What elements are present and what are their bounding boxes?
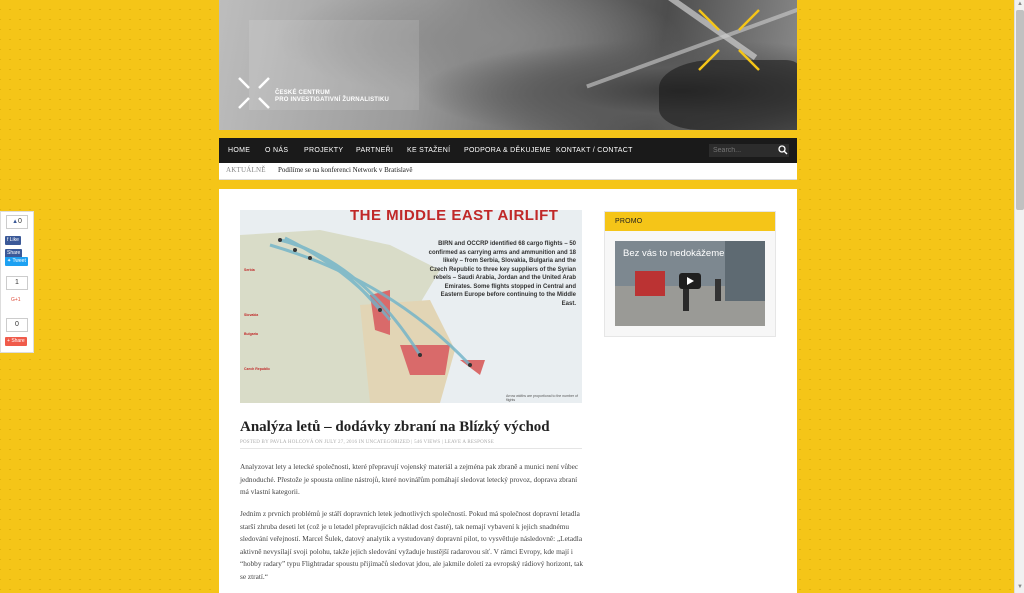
like-label: Like — [9, 237, 19, 243]
legend-czech: Czech Republic — [244, 367, 271, 371]
nav-item-projekty[interactable]: PROJEKTY — [304, 147, 344, 154]
share-label: Share — [11, 338, 25, 344]
post-paragraph: Jedním z prvních problémů je stáří dopravních letek jednotlivých společností. Pokud má společnost dopravní letadla starší zhruba deseti let (což je u letadel přepravujících náklad dost časté), tak nemají vybavení k jejich snadnému sledování veřejností. Marcel Šulek, datový analytik a vystudovaný dopravní pilot, to vysvětluje následovně: „Letadla aktivně nevysílají svoji polohu, takže jejich sledování vyžaduje hustější radarovou síť. V rámci Evropy, kde mají i “hobby radary” typu Flightradar spoustu přijímačů sledovat jdou, ale jakmile doletí za evropský rádiový horizont, tak se ztratí.“ — [240, 509, 584, 581]
crosshair-icon — [697, 8, 761, 72]
promo-heading: PROMO — [605, 212, 775, 231]
video-title: Bez vás to nedokážeme — [623, 248, 725, 259]
nav-item-kontakt[interactable]: KONTAKT / CONTACT — [556, 147, 633, 154]
feature-caption: BIRN and OCCRP identified 68 cargo flights – 50 confirmed as carrying arms and ammunition and 18 likely – from Serbia, Slovakia, Bulgaria and the Czech Republic to three key suppliers of the Syrian rebels – Saudi Arabia, Jordan and the United Arab Emirates. Some flights stopped in Central and Eastern Europe before continuing to the Middle East. — [428, 241, 576, 307]
tweet-button[interactable] — [5, 257, 28, 266]
thumbs-up-icon: ▲ — [12, 219, 19, 225]
share-count: 0 — [6, 318, 28, 332]
promo-widget — [604, 211, 776, 337]
tweet-label: Tweet — [12, 258, 26, 264]
logo-line: ČESKÉ CENTRUM — [275, 90, 330, 96]
post-title[interactable]: Analýza letů – dodávky zbraní na Blízký východ — [240, 419, 550, 435]
ticker-label: AKTUÁLNĚ — [226, 166, 266, 174]
scrollbar-thumb[interactable] — [1016, 10, 1024, 210]
site-logo-text[interactable] — [275, 90, 389, 104]
logo-line: PRO INVESTIGATIVNÍ ŽURNALISTIKU — [275, 97, 390, 103]
promo-video[interactable] — [615, 241, 765, 326]
nav-item-home[interactable]: HOME — [228, 147, 251, 154]
header-banner[interactable] — [219, 0, 797, 130]
main-content — [219, 189, 797, 593]
play-icon[interactable] — [679, 273, 701, 289]
search-icon[interactable] — [778, 145, 788, 155]
page-scrollbar[interactable] — [1014, 0, 1024, 593]
ticker-link[interactable]: Podílíme se na konferenci Network v Bratislavě — [278, 166, 413, 174]
google-plus-button[interactable]: G+1 — [11, 297, 21, 303]
legend-serbia: Serbia — [244, 268, 255, 272]
scroll-up-icon[interactable]: ▲ — [1017, 1, 1023, 7]
search-input[interactable] — [709, 144, 789, 157]
nav-item-partneri[interactable]: PARTNEŘI — [356, 147, 394, 154]
feature-title: THE MIDDLE EAST AIRLIFT — [350, 210, 559, 224]
plus-icon: + — [7, 338, 12, 344]
nav-item-ke-stazeni[interactable]: KE STAŽENÍ — [407, 147, 451, 154]
facebook-like-button[interactable] — [5, 236, 21, 245]
post-paragraph: Analyzovat lety a letecké společnosti, které přepravují vojenský materiál a zejména pak zbraně a munici není vůbec jednoduché. Přestože je spousta online nástrojů, které novinářům pomáhají sledovat letecký provoz, doprava zbraní má vlastní kategorii. — [240, 462, 579, 496]
feature-footnote: Arrow widths are proportional to the number of flights — [506, 394, 578, 402]
tweet-count: 1 — [6, 276, 28, 290]
news-ticker — [219, 163, 797, 180]
facebook-share-button[interactable]: Share — [7, 250, 21, 256]
main-nav — [219, 138, 797, 163]
featured-image[interactable] — [240, 210, 582, 403]
logo-mark-icon — [237, 76, 271, 110]
social-share-bar — [0, 211, 34, 353]
nav-item-podpora[interactable]: PODPORA & DĚKUJEME — [464, 147, 551, 154]
feature-legend — [244, 268, 304, 372]
facebook-icon: f — [7, 237, 10, 243]
legend-bulgaria: Bulgaria — [244, 332, 259, 336]
twitter-icon: ✦ — [7, 258, 13, 264]
nav-item-o-nas[interactable]: O NÁS — [265, 147, 289, 154]
like-count — [6, 215, 28, 229]
like-count-value: 0 — [18, 218, 22, 225]
share-button[interactable] — [5, 337, 27, 346]
legend-slovakia: Slovakia — [244, 313, 259, 317]
post-meta: POSTED BY PAVLA HOLCOVÁ ON JULY 27, 2016 IN UNCATEGORIZED | 546 VIEWS | LEAVE A RESPONSE — [240, 440, 582, 449]
scroll-down-icon[interactable]: ▼ — [1017, 584, 1023, 590]
